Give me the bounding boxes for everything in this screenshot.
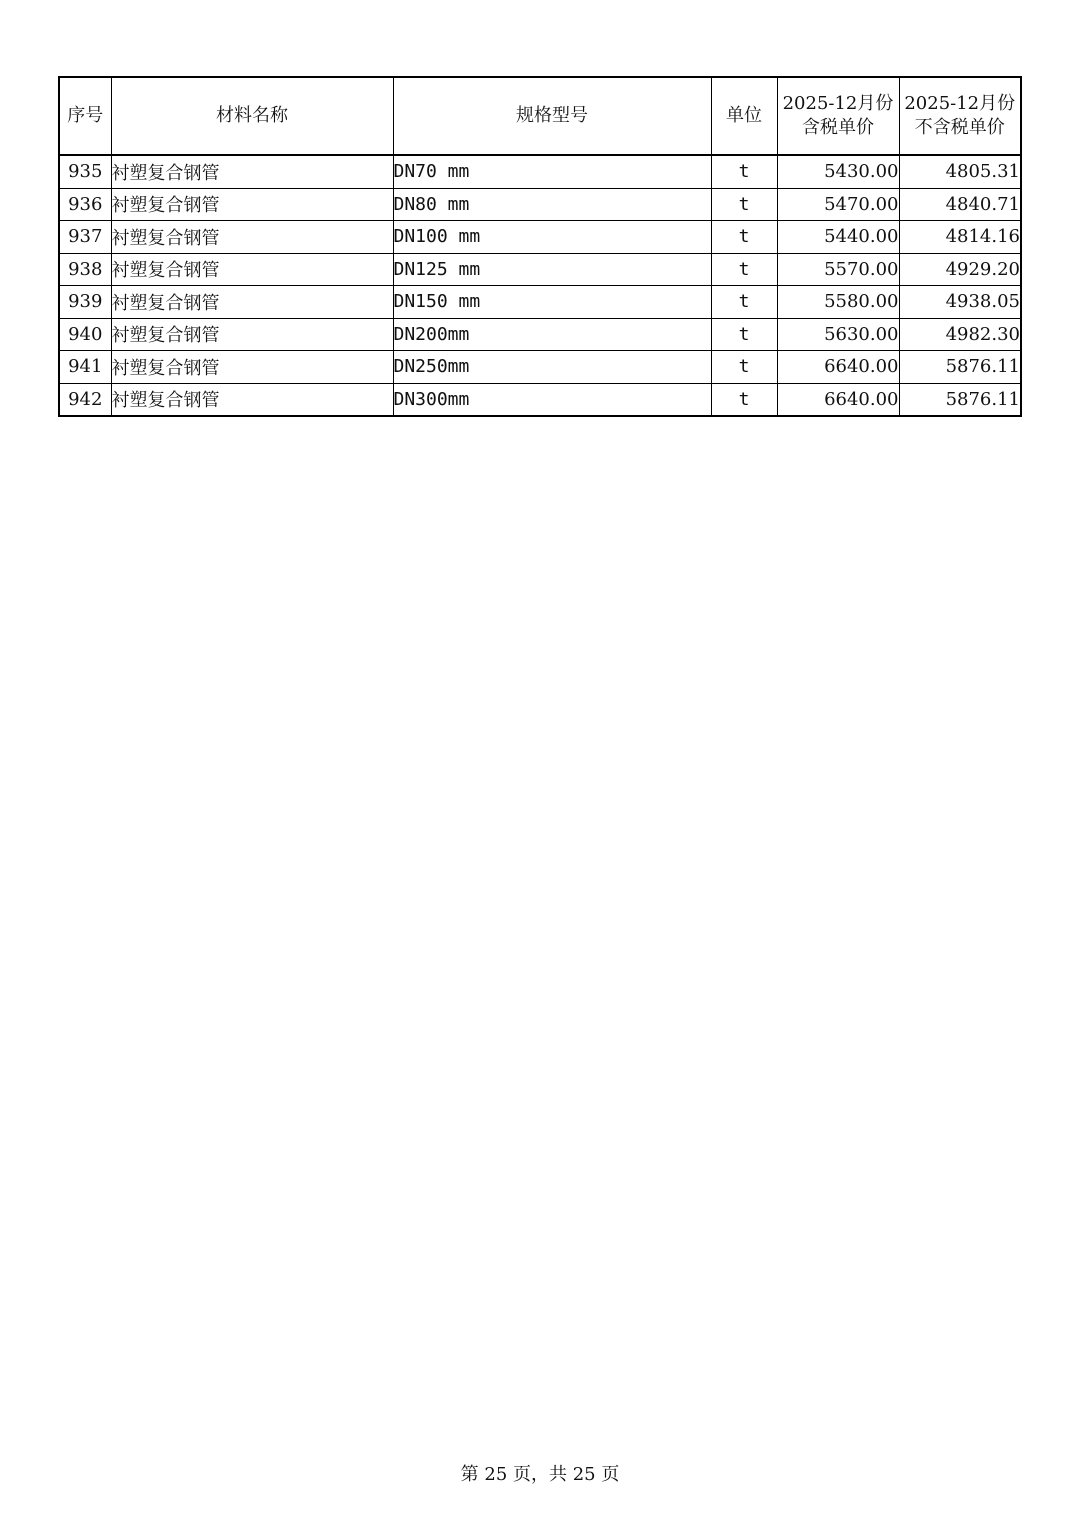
- cell-price-notax: 4814.16: [899, 221, 1021, 254]
- cell-price-tax: 5630.00: [777, 318, 899, 351]
- cell-unit: t: [711, 351, 777, 384]
- cell-price-notax: 4840.71: [899, 188, 1021, 221]
- cell-price-notax: 5876.11: [899, 383, 1021, 416]
- cell-spec: DN125 mm: [393, 253, 711, 286]
- cell-price-notax: 5876.11: [899, 351, 1021, 384]
- header-price-tax: [777, 77, 899, 155]
- cell-no: 939: [59, 286, 111, 319]
- cell-name: 衬塑复合钢管: [111, 221, 393, 254]
- cell-no: 935: [59, 155, 111, 188]
- cell-price-tax: 5470.00: [777, 188, 899, 221]
- table-row: [59, 286, 1021, 319]
- cell-no: 937: [59, 221, 111, 254]
- table-row: [59, 318, 1021, 351]
- cell-unit: t: [711, 221, 777, 254]
- header-price-tax-line1: 2025-12月份: [782, 93, 894, 114]
- cell-spec: DN100 mm: [393, 221, 711, 254]
- header-no: 序号: [59, 77, 111, 155]
- table-header: [59, 77, 1021, 155]
- table-row: [59, 155, 1021, 188]
- table-row: [59, 383, 1021, 416]
- cell-unit: t: [711, 188, 777, 221]
- price-table: [58, 76, 1022, 417]
- cell-price-notax: 4805.31: [899, 155, 1021, 188]
- table-row: [59, 221, 1021, 254]
- header-price-tax-line2: 含税单价: [802, 117, 874, 138]
- header-unit: 单位: [711, 77, 777, 155]
- table-row: [59, 351, 1021, 384]
- table-row: [59, 188, 1021, 221]
- cell-no: 942: [59, 383, 111, 416]
- cell-spec: DN300mm: [393, 383, 711, 416]
- cell-price-tax: 5580.00: [777, 286, 899, 319]
- cell-name: 衬塑复合钢管: [111, 318, 393, 351]
- header-price-notax-line1: 2025-12月份: [904, 93, 1016, 114]
- cell-no: 941: [59, 351, 111, 384]
- cell-no: 936: [59, 188, 111, 221]
- table-body: [59, 155, 1021, 416]
- header-spec: 规格型号: [393, 77, 711, 155]
- cell-unit: t: [711, 318, 777, 351]
- header-name: 材料名称: [111, 77, 393, 155]
- cell-price-notax: 4982.30: [899, 318, 1021, 351]
- header-price-notax-line2: 不含税单价: [914, 117, 1005, 138]
- cell-spec: DN250mm: [393, 351, 711, 384]
- cell-price-tax: 5570.00: [777, 253, 899, 286]
- cell-name: 衬塑复合钢管: [111, 351, 393, 384]
- cell-unit: t: [711, 383, 777, 416]
- cell-unit: t: [711, 253, 777, 286]
- header-price-notax: [899, 77, 1021, 155]
- cell-name: 衬塑复合钢管: [111, 383, 393, 416]
- cell-price-notax: 4929.20: [899, 253, 1021, 286]
- cell-price-tax: 5440.00: [777, 221, 899, 254]
- cell-name: 衬塑复合钢管: [111, 286, 393, 319]
- table-row: [59, 253, 1021, 286]
- cell-price-tax: 5430.00: [777, 155, 899, 188]
- cell-spec: DN200mm: [393, 318, 711, 351]
- cell-spec: DN80 mm: [393, 188, 711, 221]
- cell-no: 938: [59, 253, 111, 286]
- cell-spec: DN150 mm: [393, 286, 711, 319]
- header-row: [59, 77, 1021, 155]
- cell-price-tax: 6640.00: [777, 383, 899, 416]
- cell-price-tax: 6640.00: [777, 351, 899, 384]
- cell-name: 衬塑复合钢管: [111, 155, 393, 188]
- cell-unit: t: [711, 155, 777, 188]
- cell-name: 衬塑复合钢管: [111, 188, 393, 221]
- cell-price-notax: 4938.05: [899, 286, 1021, 319]
- cell-unit: t: [711, 286, 777, 319]
- cell-name: 衬塑复合钢管: [111, 253, 393, 286]
- cell-no: 940: [59, 318, 111, 351]
- page-number: 第 25 页，共 25 页: [460, 1464, 620, 1485]
- cell-spec: DN70 mm: [393, 155, 711, 188]
